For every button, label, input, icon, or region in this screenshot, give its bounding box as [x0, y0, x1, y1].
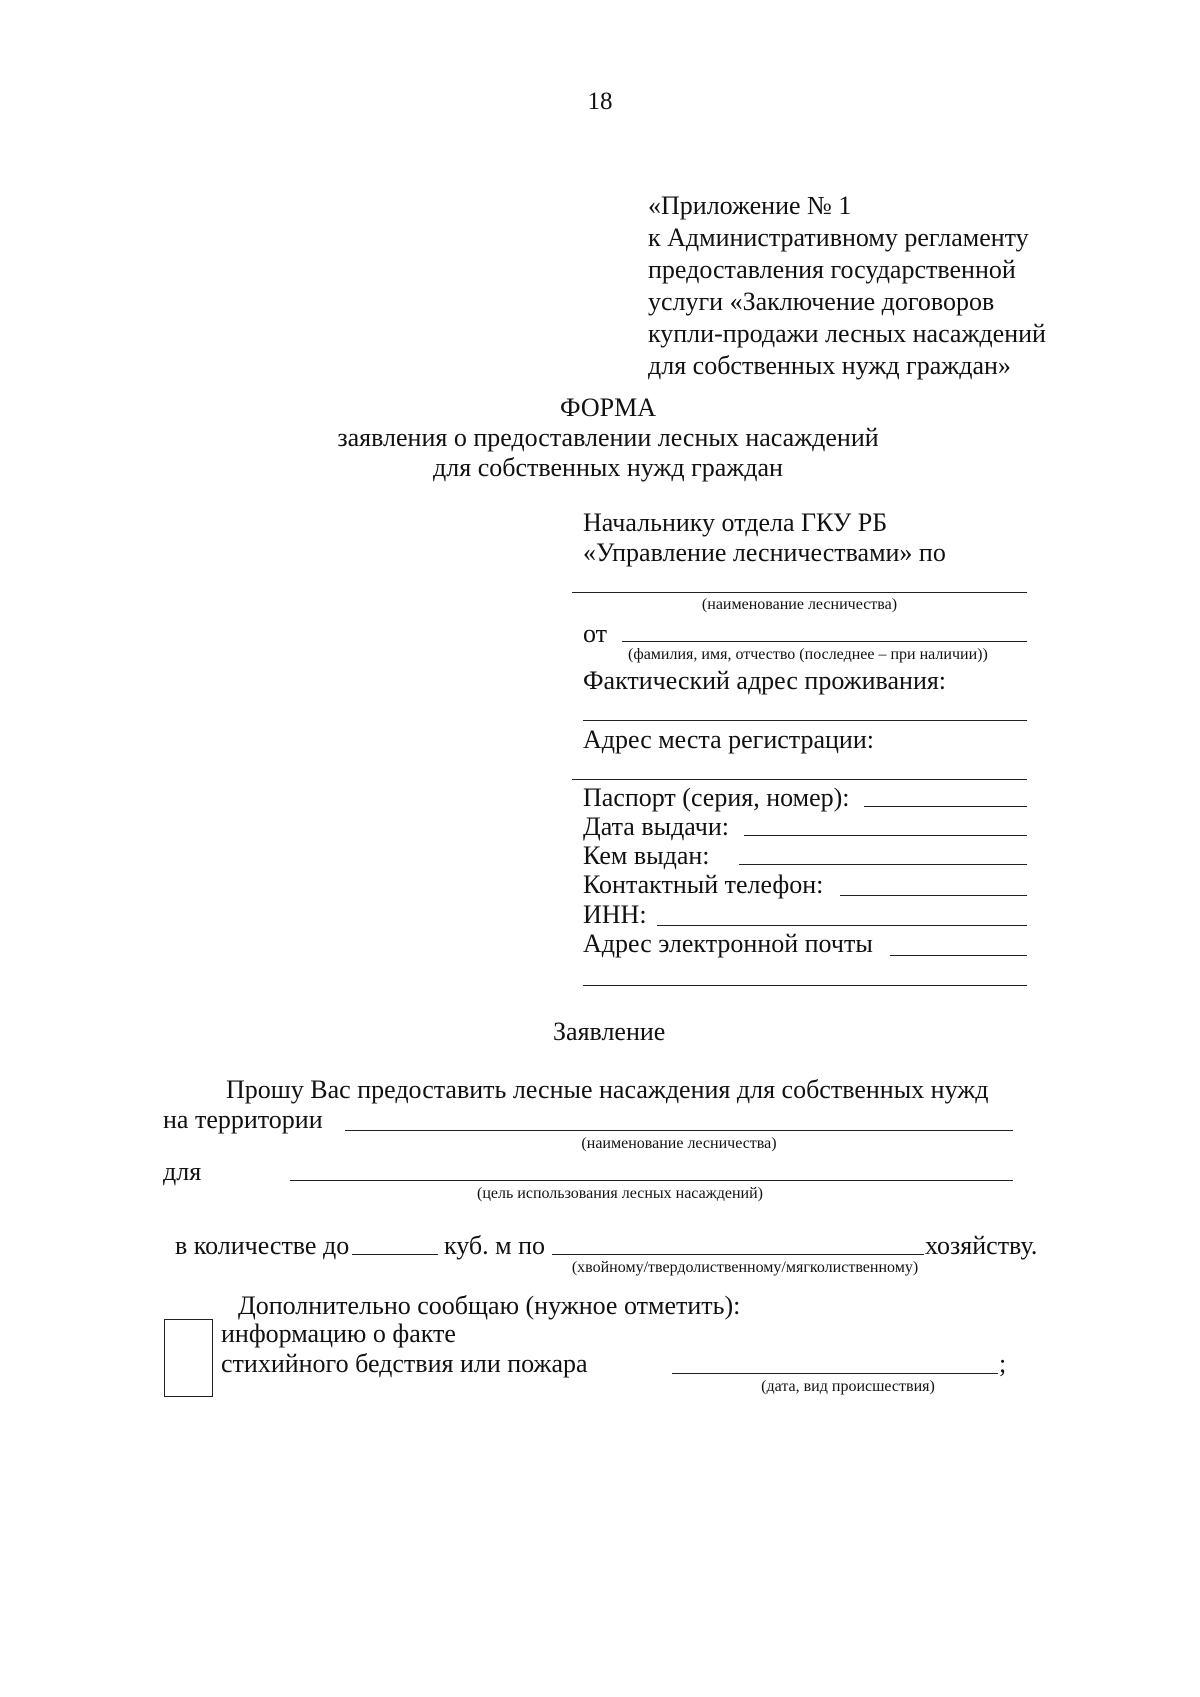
passport-label: Паспорт (серия, номер):	[583, 783, 850, 812]
farm-type-field[interactable]	[552, 1254, 924, 1255]
issue-date-field[interactable]	[744, 835, 1027, 836]
request-text: Прошу Вас предоставить лесные насаждения для собственных нужд	[226, 1075, 989, 1104]
statement-heading: Заявление	[553, 1017, 666, 1046]
forestry-name-field[interactable]	[572, 592, 1027, 593]
issued-by-label: Кем выдан:	[583, 841, 710, 870]
fio-field[interactable]	[622, 641, 1027, 642]
form-title-line: заявления о предоставлении лесных насаждений	[337, 423, 879, 452]
appendix-block	[648, 190, 1046, 382]
incident-field[interactable]	[672, 1373, 998, 1374]
purpose-field[interactable]	[290, 1180, 1013, 1181]
amount-field[interactable]	[352, 1254, 438, 1255]
issue-date-label: Дата выдачи:	[583, 812, 730, 841]
addressee-line: «Управление лесничествами» по	[583, 538, 946, 567]
page-number: 18	[587, 88, 613, 115]
phone-field[interactable]	[840, 895, 1027, 896]
passport-field[interactable]	[864, 806, 1027, 807]
option-text-line: информацию о факте	[221, 1319, 456, 1348]
forestry-name-caption: (наименование лесничества)	[701, 596, 898, 613]
territory-label: на территории	[163, 1105, 323, 1134]
option-end-mark: ;	[999, 1349, 1007, 1378]
from-label: от	[583, 619, 608, 648]
amount-prefix: в количестве до	[175, 1231, 350, 1260]
appendix-line: для собственных нужд граждан»	[648, 351, 1011, 380]
territory-caption: (наименование лесничества)	[581, 1135, 777, 1152]
email-field[interactable]	[890, 955, 1027, 956]
option-text-line: стихийного бедствия или пожара	[221, 1349, 588, 1378]
inn-label: ИНН:	[583, 900, 647, 929]
inn-field[interactable]	[657, 925, 1027, 926]
disaster-checkbox[interactable]	[164, 1319, 213, 1397]
appendix-line: предоставления государственной	[648, 255, 1016, 284]
appendix-line: купли-продажи лесных насаждений	[648, 319, 1046, 348]
email-field-continued[interactable]	[583, 985, 1027, 986]
fio-caption: (фамилия, имя, отчество (последнее – при наличии))	[628, 646, 988, 663]
appendix-line: услуги «Заключение договоров	[648, 287, 995, 316]
territory-field[interactable]	[345, 1130, 1013, 1131]
farm-type-caption: (хвойному/твердолиственному/мягколиственному)	[571, 1259, 919, 1276]
addressee-line: Начальнику отдела ГКУ РБ	[583, 508, 888, 537]
appendix-line: к Административному регламенту	[648, 223, 1029, 252]
purpose-label: для	[163, 1157, 202, 1186]
amount-unit: куб. м по	[444, 1231, 546, 1260]
phone-label: Контактный телефон:	[583, 870, 824, 899]
registration-address-field[interactable]	[572, 779, 1027, 780]
additional-text: Дополнительно сообщаю (нужное отметить):	[238, 1291, 741, 1320]
purpose-caption: (цель использования лесных насаждений)	[477, 1185, 763, 1202]
incident-caption: (дата, вид происшествия)	[761, 1378, 935, 1395]
registration-address-label: Адрес места регистрации:	[583, 725, 874, 754]
issued-by-field[interactable]	[739, 864, 1027, 865]
actual-address-label: Фактический адрес проживания:	[583, 666, 947, 695]
actual-address-field[interactable]	[583, 720, 1027, 721]
appendix-line: «Приложение № 1	[648, 191, 852, 220]
amount-suffix: хозяйству.	[925, 1231, 1038, 1260]
email-label: Адрес электронной почты	[583, 929, 873, 958]
form-heading: ФОРМА	[560, 393, 656, 422]
form-title-line: для собственных нужд граждан	[433, 453, 783, 482]
